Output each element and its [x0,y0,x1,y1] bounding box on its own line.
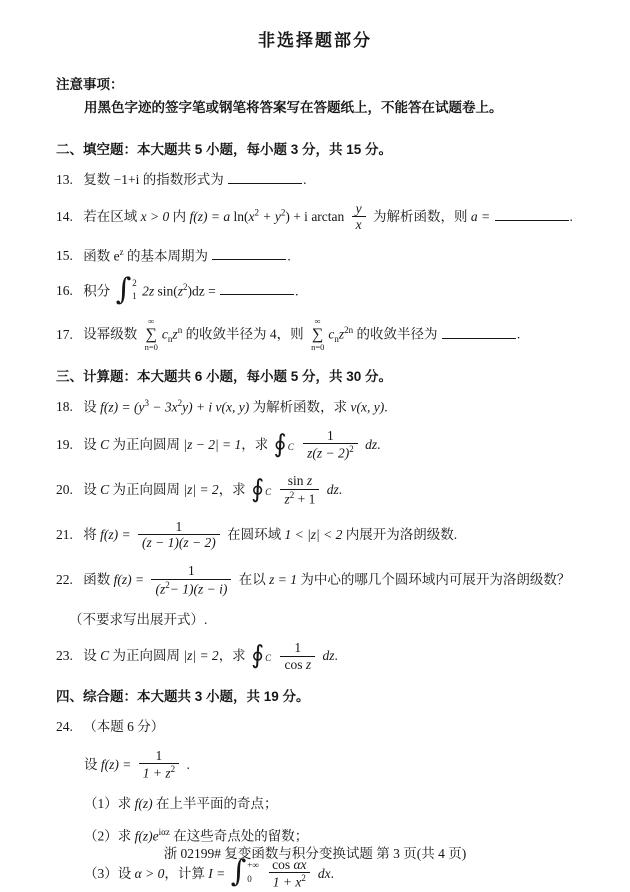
question-text: 设 [117,865,132,881]
fraction-denominator: + 1 [297,491,316,507]
fraction-numerator: 1 [188,563,195,578]
question-text: 设 [84,756,98,772]
fraction [151,563,231,597]
math: c [328,326,335,342]
question-text: 求 [117,828,132,844]
contour-integral [273,428,294,458]
math: dx [317,865,331,881]
question-text: 为中心的哪几个圆环域内可展开为洛朗级数？ [300,571,571,587]
question-text: 在上半平面的奇点； [156,796,278,812]
summation [145,317,158,352]
question-text: ，求 [218,482,246,498]
superscript: 2 [280,207,286,218]
question-text: 设 [83,436,97,452]
answer-blank [495,207,569,221]
question-20 [56,474,592,508]
summation-lower: n=0 [311,341,325,352]
math: f(z) = [100,756,132,772]
question-text: . [384,399,388,415]
page-title: 非选择题部分 [258,31,372,50]
answer-blank [228,170,302,184]
fraction-denominator: (z − 1)(z − 2) [141,535,216,551]
fraction-numerator: z [306,473,313,489]
fraction [352,201,366,233]
question-number: 20. [56,482,73,498]
subscript: n [167,334,173,345]
question-16 [56,271,592,307]
math: |z| = 2 [183,482,219,498]
math-function: sin [287,473,304,489]
integral-icon: ∫ [230,854,247,890]
question-text: 为正向圆周 [112,482,181,498]
question-text: ，求 [241,436,269,452]
question-number: 24. [56,719,73,735]
math: |z − 2| = 1 [183,436,242,452]
math: C [100,436,110,452]
fraction [303,428,358,462]
math: f(z) = [100,527,131,543]
question-text: . [330,865,335,881]
superscript: 2 [183,281,188,292]
fraction [280,640,315,672]
fraction [138,519,220,551]
math-function: cos [272,856,291,872]
question-15 [56,246,592,266]
question-text: 在以 [238,571,266,587]
superscript: 2 [165,579,170,590]
question-17 [56,318,592,353]
math: v(x, y) [350,399,385,415]
question-text: 为解析函数，求 [252,399,348,415]
math-function: ) + i arctan [285,208,345,224]
answer-blank [212,246,286,260]
integral [115,271,137,307]
question-text: . [338,482,343,498]
fraction-numerator: y [355,200,362,216]
integral [230,854,259,890]
contour-integral-icon: ∮ [273,428,287,458]
question-text: （本题 6 分） [83,719,165,735]
fraction [139,748,179,782]
math: |z| = 2 [183,648,219,664]
math: z [172,326,178,342]
question-text: 若在区域 [83,208,138,224]
question-24-part-1 [56,794,592,814]
question-text: 在圆环域 [227,527,282,543]
math: z [177,283,184,298]
superscript: 2 [301,873,306,884]
integral-upper-limit: +∞ [247,860,259,871]
superscript: 2 [254,207,259,218]
superscript: iαz [158,826,170,837]
math: 1 < |z| < 2 [284,527,343,543]
math: f(z) [134,796,153,812]
fraction-denominator: − 1)(z − i) [169,581,228,597]
question-text: 设 [83,648,97,664]
question-text: . [186,756,190,772]
math-function: sin( [157,283,178,298]
math-function: cos [284,656,303,672]
question-22-note [56,610,592,630]
contour-integral [251,640,272,670]
summation [311,317,324,352]
math: dz [322,648,335,664]
math: C [100,648,110,664]
summation-lower: n=0 [144,341,158,352]
math: x > 0 [140,208,170,224]
question-text: 在这些奇点处的留数； [173,828,309,844]
answer-blank [442,325,516,339]
integral-lower-limit: 1 [132,291,137,302]
math: f(z)e [134,828,159,844]
question-text: 内 [172,208,187,224]
integral-icon: ∫ [115,271,132,307]
fraction-numerator: αx [293,856,307,872]
math: y) + i v(x, y) [182,399,250,415]
question-text: . [569,208,573,224]
contour-label: C [287,441,294,452]
math: f(z) = [113,571,145,587]
fraction-denominator: x [355,217,362,233]
section-heading-calculation: 三、计算题：本大题共 6 小题，每小题 5 分，共 30 分。 [56,368,393,384]
part-number: （3） [84,865,118,881]
contour-integral [251,474,272,504]
math: f(z) = (y [100,399,145,415]
math: dz [326,482,339,498]
question-text: 为解析函数，则 [373,208,468,224]
question-text: 设幂级数 [83,326,138,342]
superscript: 3 [144,397,149,408]
contour-integral-icon: ∮ [251,640,265,670]
math: )dz = [187,283,216,298]
superscript: 2n [344,325,354,336]
superscript: n [177,325,183,336]
question-text: 内展开为洛朗级数 [345,527,454,543]
question-number: 17. [56,326,73,342]
question-text: 为正向圆周 [112,436,181,452]
math: α > 0 [134,865,165,881]
question-text: . [295,283,299,298]
math: − 3x [152,399,178,415]
fraction-denominator: (z [155,581,166,597]
question-text: . [453,527,458,543]
math: + y [262,208,281,224]
answer-blank [220,281,294,295]
sigma-icon: ∑ [312,325,324,343]
integral-upper-limit: 2 [132,277,137,288]
question-number: 16. [56,283,73,298]
question-text: 的指数形式为 [142,172,224,187]
question-text: . [287,248,291,264]
integral-lower-limit: 0 [247,873,252,884]
question-text: 函数 [83,571,111,587]
math: dz [365,436,378,452]
question-text: 求 [117,796,132,812]
math: a = [470,208,491,224]
fraction-denominator: 1 + z [142,765,171,781]
question-text: 设 [83,482,97,498]
summation-upper: ∞ [148,316,155,327]
superscript: 2 [289,489,295,500]
question-text: （不要求写出展开式）. [69,611,208,627]
fraction-denominator: z [284,491,290,507]
math: c [161,326,168,342]
notice-body: 用黑色字迹的签字笔或钢笔将答案写在答题纸上，不能答在试题卷上。 [84,100,503,115]
fraction-numerator: 1 [294,640,302,656]
fraction-denominator: 1 + x [272,874,302,890]
section-heading-fill-blanks: 二、填空题：本大题共 5 小题，每小题 3 分，共 15 分。 [56,142,393,157]
page-footer: 浙 02199# 复变函数与积分变换试题 第 3 页(共 4 页) [163,846,467,861]
subscript: n [334,334,339,345]
math: −1+i [113,172,140,187]
math: I = [208,865,226,881]
question-number: 19. [56,436,73,452]
question-text: . [377,436,381,452]
superscript: z [119,246,124,257]
question-text: 复数 [83,172,111,187]
question-text: 积分 [83,283,111,298]
question-text: . [516,326,521,342]
question-text: 的基本周期为 [127,248,208,264]
question-text: 的收敛半径为 [356,326,438,342]
question-23 [56,641,592,673]
question-text: . [303,172,307,187]
superscript: 2 [177,397,183,408]
sigma-icon: ∑ [145,325,157,343]
question-number: 23. [56,648,73,664]
question-24-part-3 [56,854,592,892]
question-24-formula [56,749,592,783]
part-number: （2） [84,828,118,844]
math: f(z) = a [189,208,231,224]
question-24 [56,717,592,737]
math: z [338,326,345,342]
question-text: 为正向圆周 [112,648,181,664]
question-number: 15. [56,248,73,264]
question-number: 13. [56,172,73,187]
question-text: 将 [83,527,97,543]
question-number: 22. [56,571,73,587]
question-text: . [334,648,338,664]
math: C [100,482,110,498]
section-heading-comprehensive: 四、综合题：本大题共 3 小题，共 19 分。 [56,689,310,705]
math: e [113,248,120,264]
question-14 [56,202,592,234]
math: x [248,208,255,224]
question-number: 14. [56,208,73,224]
question-text: ，计算 [164,865,205,881]
question-22 [56,564,592,598]
question-number: 21. [56,527,73,543]
notice-heading: 注意事项： [56,77,124,92]
contour-label: C [265,487,272,498]
fraction-denominator: z [305,656,312,672]
question-text: 的收敛半径为 4，则 [185,326,304,342]
part-number: （1） [84,796,118,812]
fraction-numerator: 1 [327,427,334,443]
question-21 [56,520,592,552]
fraction-numerator: 1 [155,747,163,763]
question-text: ，求 [218,648,246,664]
fraction [280,473,319,507]
math: z = 1 [269,571,297,587]
superscript: 2 [349,444,354,455]
question-13 [56,170,592,190]
superscript: 2 [170,764,176,775]
question-19 [56,429,592,463]
question-number: 18. [56,399,73,415]
contour-integral-icon: ∮ [251,474,265,504]
summation-upper: ∞ [314,316,321,327]
question-18 [56,397,592,417]
math-function: ln( [233,208,249,224]
question-text: 设 [83,399,97,415]
fraction-denominator: z(z − 2) [307,445,350,461]
contour-label: C [265,652,272,663]
fraction-numerator: 1 [175,518,183,534]
math: 2z [142,283,155,298]
question-text: 函数 [83,248,111,264]
